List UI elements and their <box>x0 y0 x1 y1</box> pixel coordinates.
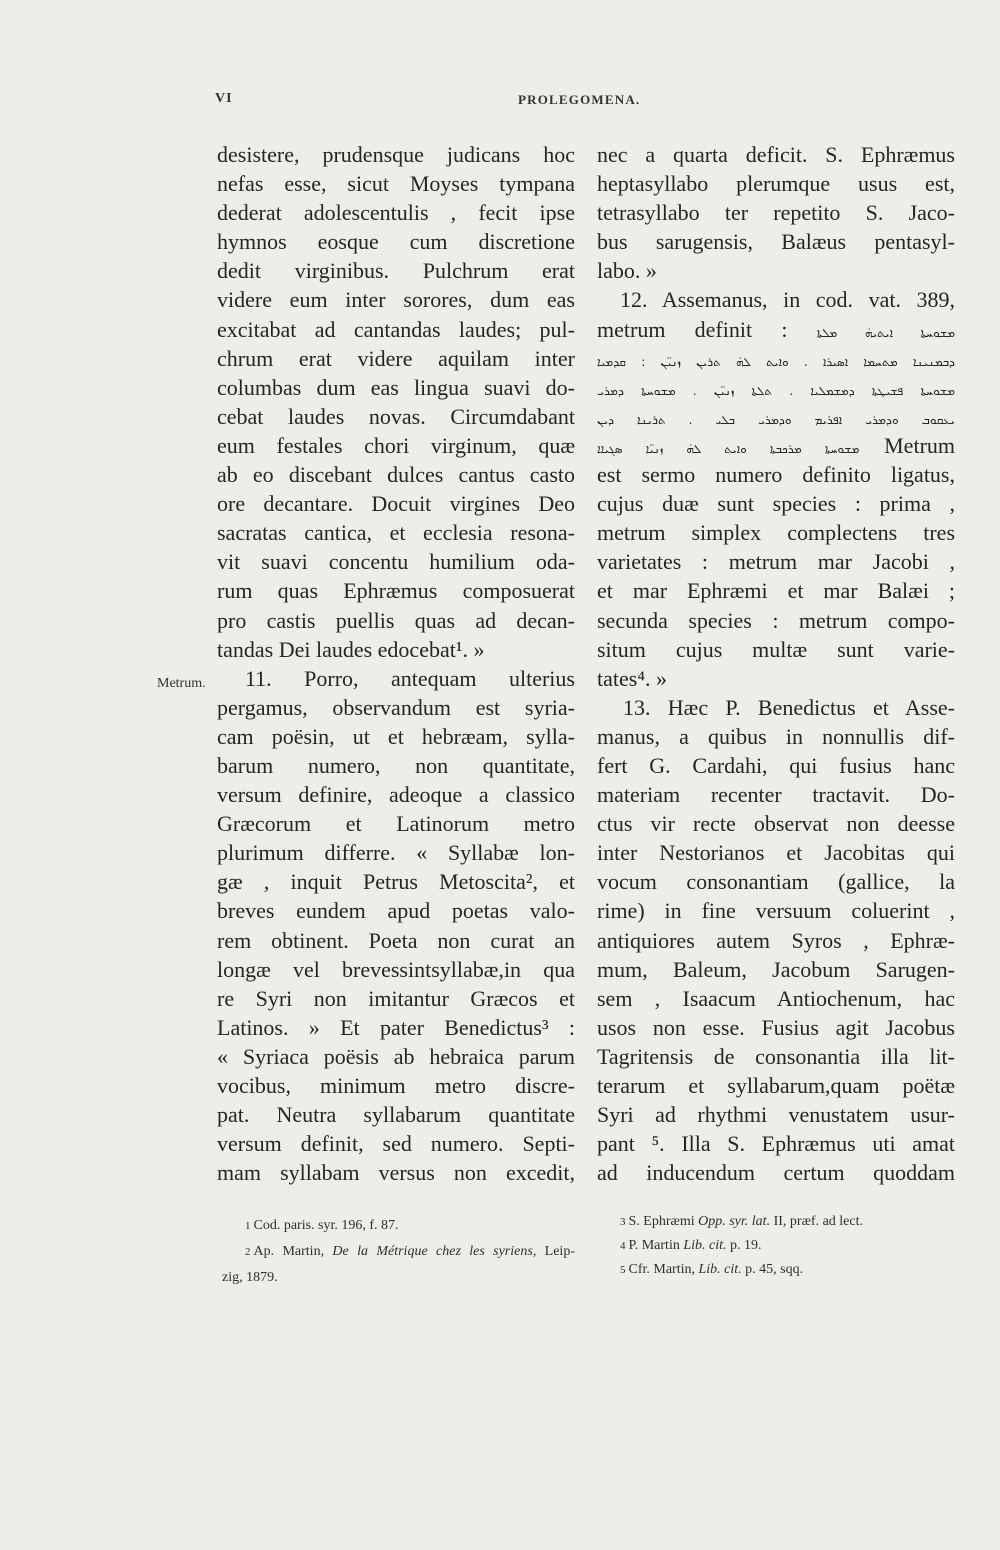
text-line: rime) in fine versuum coluerint , <box>597 898 955 924</box>
text-line: desistere, prudensque judicans hoc <box>217 142 575 167</box>
running-title: PROLEGOMENA. <box>518 92 641 107</box>
text-line <box>597 344 955 373</box>
text-line: nefas esse, sicut Moyses tympana <box>217 171 575 197</box>
text-line: Græcorum et Latinorum metro <box>217 811 575 837</box>
text-line: inter Nestorianos et Jacobitas qui <box>597 840 955 866</box>
text-line <box>597 431 955 460</box>
footnote-text: Ap. Martin, <box>253 1244 333 1259</box>
text-line: et mar Ephræmi et mar Balæi ; <box>597 578 955 604</box>
text-line: fert G. Cardahi, qui fusius hanc <box>597 752 955 778</box>
text-line: sacratas cantica, et ecclesia resona- <box>217 520 575 546</box>
text-line: antiquiores autem Syros , Ephræ- <box>597 927 955 953</box>
text-line: vocibus, minimum metro discre- <box>217 1073 575 1098</box>
text-line: « Syriaca poësis ab hebraica parum <box>217 1043 575 1069</box>
latin-text: Metrum <box>884 432 955 458</box>
text-line: dederat adolescentulis , fecit ipse <box>217 200 575 226</box>
left-column <box>217 140 575 1187</box>
text-line: terarum et syllabarum,quam poëtæ <box>597 1073 955 1098</box>
text-line: mum, Baleum, Jacobum Sarugen- <box>597 956 955 982</box>
text-line: ctus vir recte observat non deesse <box>597 811 955 837</box>
text-line: excitabat ad cantandas laudes; pul- <box>217 316 575 342</box>
footnote-number: 2 <box>245 1246 251 1258</box>
text-line: ad inducendum certum quoddam <box>597 1160 955 1186</box>
text-line: cujus duæ sunt species : prima , <box>597 491 955 517</box>
text-line <box>597 315 955 344</box>
footnote-title: Opp. syr. lat. <box>698 1214 771 1229</box>
text-line: nec a quarta deficit. S. Ephræmus <box>597 142 955 167</box>
text-line: Tagritensis de consonantia illa lit- <box>597 1043 955 1069</box>
text-line: pat. Neutra syllabarum quantitate <box>217 1102 575 1128</box>
syriac-text: ܝܥܩܘܒ ܘܕܡܪܝ ܐܦܪܝܡ ܘܕܡܪܝ ܒܠܝ . ܬܪܝܢܐ ܕܝܢ <box>597 412 955 427</box>
paragraph-start-line: 11. Porro, antequam ulterius <box>245 665 575 691</box>
latin-text: metrum definit : <box>597 316 788 342</box>
text-line: est sermo numero definito ligatus, <box>597 462 955 488</box>
text-line: usos non esse. Fusius agit Jacobus <box>597 1014 955 1040</box>
text-line: varietates : metrum mar Jacobi , <box>597 549 955 575</box>
text-line: cebat laudes novas. Circumdabant <box>217 403 575 429</box>
text-line: barum numero, non quantitate, <box>217 752 575 778</box>
footnote <box>597 1210 955 1234</box>
text-line: tandas Dei laudes edocebat¹. » <box>217 636 485 662</box>
text-line: mam syllabam versus non excedit, <box>217 1160 575 1186</box>
margin-note: Metrum. <box>157 676 206 691</box>
footnote-text: p. 19. <box>726 1238 762 1253</box>
text-line: Syri ad rhythmi venustatem usur- <box>597 1102 955 1128</box>
text-line: dedit virginibus. Pulchrum erat <box>217 258 575 284</box>
footnote <box>597 1258 955 1282</box>
footnote-text: p. 45, sqq. <box>741 1262 804 1277</box>
text-line: plurimum differre. « Syllabæ lon- <box>217 840 575 866</box>
text-line: re Syri non imitantur Græcos et <box>217 985 575 1011</box>
syriac-text: ܡܫܘܚܬܐ ܐܝܬܝܗ̇ ܡܠܬܐ <box>816 325 955 340</box>
footnote-continuation: zig, 1879. <box>222 1270 278 1285</box>
footnote-title: Lib. cit. <box>683 1238 727 1253</box>
text-line: breves eundem apud poetas valo- <box>217 898 575 924</box>
text-line: metrum simplex complectens tres <box>597 520 955 546</box>
text-line: rum quas Ephræmus composuerat <box>217 578 575 604</box>
text-line: secunda species : metrum compo- <box>597 607 955 633</box>
text-line: sem , Isaacum Antiochenum, hac <box>597 985 955 1011</box>
text-line: manus, a quibus in nonnullis dif- <box>597 723 955 749</box>
text-line: gæ , inquit Petrus Metoscita², et <box>217 869 575 895</box>
text-line: pro castis puellis quas ad decan- <box>217 607 575 633</box>
syriac-text: ܡܫܘܚܬܐ ܡܪܟܒܬܐ ܘܐܝܬ ܠܗ̇ ܙܢܝ̈ܐ ܣܓܝܐܐ <box>597 441 860 456</box>
syriac-text: ܡܫܘܚܬܐ ܦܫܝܛܬܐ ܕܡܫܡܠܝܐ . ܬܠܬܐ ܙܢܝ̈ܢ . ܡܫܘܚܬܐ ܕܡܪܝ <box>597 383 955 398</box>
footnote-number: 1 <box>245 1220 251 1232</box>
footnote-text: Cod. paris. syr. 196, f. 87. <box>253 1218 399 1233</box>
page-number: VI <box>215 91 233 106</box>
footnotes-left <box>217 1213 575 1290</box>
footnote <box>217 1239 575 1265</box>
text-line: vocum consonantiam (gallice, la <box>597 869 955 895</box>
text-line: vit suavi concentu humilium oda- <box>217 549 575 575</box>
text-line: cam poësin, ut et hebræam, sylla- <box>217 723 575 749</box>
text-line: hymnos eosque cum discretione <box>217 229 575 255</box>
paragraph-start-line: 13. Hæc P. Benedictus et Asse- <box>623 694 955 720</box>
text-line: pergamus, observandum est syria- <box>217 694 575 720</box>
text-line <box>597 402 955 431</box>
text-line: tates⁴. » <box>597 665 667 691</box>
footnote-text: S. Ephræmi <box>628 1214 699 1229</box>
footnote <box>597 1234 955 1258</box>
text-line <box>597 373 955 402</box>
text-line: bus sarugensis, Balæus pentasyl- <box>597 229 955 255</box>
text-line: Latinos. » Et pater Benedictus³ : <box>217 1014 575 1040</box>
text-line: pant ⁵. Illa S. Ephræmus uti amat <box>597 1131 955 1157</box>
footnote-text: Cfr. Martin, <box>628 1262 699 1277</box>
text-line: columbas dum eas lingua suavi do- <box>217 374 575 400</box>
footnote-number: 3 <box>620 1216 626 1228</box>
footnote-number: 5 <box>620 1264 626 1276</box>
footnote-number: 4 <box>620 1240 626 1252</box>
footnote-text: II, præf. ad lect. <box>770 1214 863 1229</box>
footnotes-right <box>597 1210 955 1282</box>
text-line: longæ vel brevessintsyllabæ,in qua <box>217 956 575 982</box>
footnote-text: , Leip- <box>532 1244 575 1259</box>
text-line: rem obtinent. Poeta non curat an <box>217 927 575 953</box>
footnote-text: P. Martin <box>628 1238 684 1253</box>
text-line: chrum erat videre aquilam inter <box>217 345 575 371</box>
footnote-title: Lib. cit. <box>698 1262 742 1277</box>
right-column <box>597 140 955 1187</box>
text-line: materiam recenter tractavit. Do- <box>597 782 955 808</box>
paragraph-start-line: 12. Assemanus, in cod. vat. 389, <box>620 287 955 313</box>
text-line: versum definire, adeoque a classico <box>217 782 575 808</box>
text-line: versum definit, sed numero. Septi- <box>217 1131 575 1157</box>
syriac-text: ܕܒܡܢܝܢܐ ܡܬܚܡܐ ܐܣܝܪܐ . ܘܐܝܬ ܠܗ̇ ܬܪܝܢ ܙܢܝ̈ܢ : ܩܕܡܝܐ <box>597 354 955 369</box>
text-line: situm cujus multæ sunt varie- <box>597 636 955 662</box>
text-line: ore decantare. Docuit virgines Deo <box>217 491 575 517</box>
footnote <box>217 1213 575 1239</box>
text-line: videre eum inter sorores, dum eas <box>217 287 575 313</box>
text-line: heptasyllabo plerumque usus est, <box>597 171 955 197</box>
text-line: labo. » <box>597 258 657 284</box>
footnote-title: De la Métrique chez les syriens <box>332 1244 533 1259</box>
text-line: ab eo discebant dulces cantus casto <box>217 462 575 488</box>
text-line: tetrasyllabo ter repetito S. Jaco- <box>597 200 955 226</box>
text-line: eum festales chori virginum, quæ <box>217 432 575 458</box>
